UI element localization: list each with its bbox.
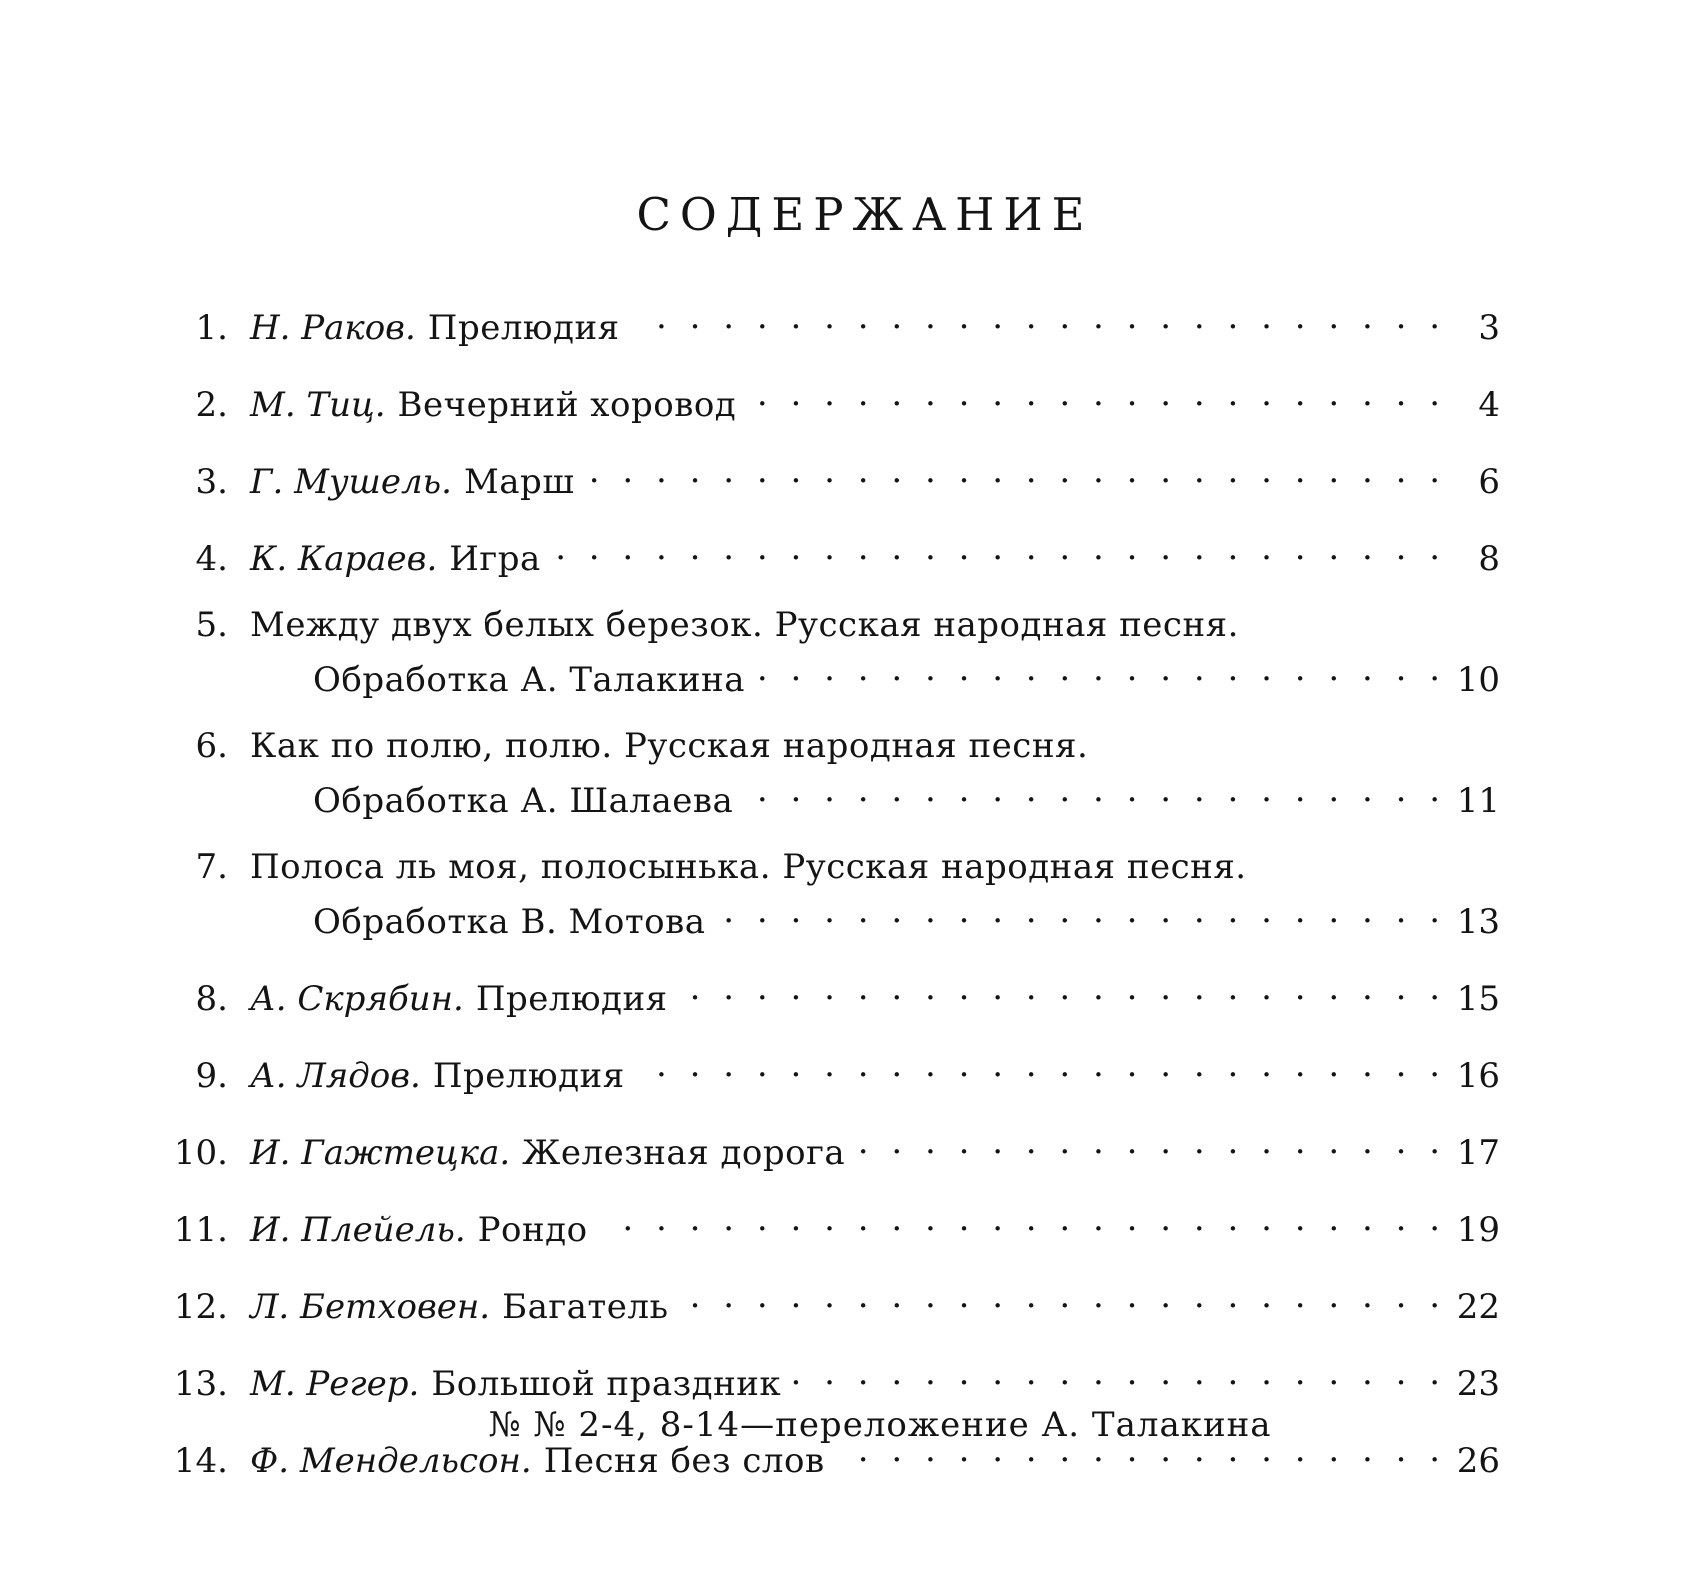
entry-author: И. Плейель.: [250, 1210, 466, 1250]
toc-entry-11: [170, 1197, 1500, 1252]
entry-title: Рондо: [477, 1210, 588, 1250]
page-title: СОДЕРЖАНИЕ: [636, 188, 1094, 241]
entry-number: 11.: [173, 1210, 228, 1250]
entry-author: Г. Мушель.: [250, 462, 452, 502]
entry-page: 10: [1456, 660, 1500, 700]
entry-page: 22: [1456, 1287, 1500, 1327]
toc-entry-12: [170, 1274, 1500, 1329]
dot-leader: [635, 1043, 1446, 1087]
entry-title: Прелюдия: [427, 308, 620, 348]
entry-number: 10.: [173, 1133, 228, 1173]
dot-leader: [755, 647, 1446, 691]
entry-title: Игра: [449, 539, 541, 579]
entry-title: Вечерний хоровод: [397, 385, 737, 425]
toc-entry-5: [170, 603, 1500, 702]
entry-title: Полоса ль моя, полосынька. Русская народная песня.: [250, 847, 1247, 887]
toc-entry-4: [170, 526, 1500, 581]
dot-leader: [678, 1274, 1446, 1318]
entry-author: А. Скрябин.: [250, 979, 464, 1019]
entry-page: 8: [1478, 539, 1500, 579]
entry-author: И. Гажтецка.: [250, 1133, 511, 1173]
toc-entry-10: [170, 1120, 1500, 1175]
dot-leader: [598, 1197, 1446, 1241]
arrangement-footnote: № № 2-4, 8-14—переложение А. Талакина: [488, 1405, 1272, 1445]
entry-page: 3: [1478, 308, 1500, 348]
dot-leader: [855, 1120, 1446, 1164]
entry-page: 23: [1456, 1364, 1500, 1404]
toc-entry-3: [170, 449, 1500, 504]
entry-arranger: Обработка А. Шалаева: [313, 781, 734, 821]
entry-number: 12.: [173, 1287, 228, 1327]
entry-page: 11: [1456, 781, 1500, 821]
dot-leader: [716, 889, 1446, 933]
toc-entry-2: [170, 372, 1500, 427]
entry-page: 15: [1456, 979, 1500, 1019]
entry-number: 7.: [195, 847, 228, 887]
dot-leader: [746, 372, 1446, 416]
entry-arranger: Обработка А. Талакина: [313, 660, 745, 700]
dot-leader: [584, 449, 1446, 493]
entry-title: Прелюдия: [475, 979, 668, 1019]
table-of-contents: [170, 295, 1500, 1505]
entry-number: 1.: [195, 308, 228, 348]
entry-title: Багатель: [502, 1287, 669, 1327]
entry-number: 13.: [173, 1364, 228, 1404]
entry-title: Прелюдия: [432, 1056, 625, 1096]
entry-page: 19: [1456, 1210, 1500, 1250]
toc-entry-13: [170, 1351, 1500, 1406]
dot-leader: [630, 295, 1446, 339]
entry-page: 17: [1456, 1133, 1500, 1173]
dot-leader: [551, 526, 1446, 570]
entry-author: Л. Бетховен.: [250, 1287, 491, 1327]
entry-number: 9.: [195, 1056, 228, 1096]
entry-page: 13: [1456, 902, 1500, 942]
entry-title: Между двух белых березок. Русская народная песня.: [250, 605, 1239, 645]
entry-page: 16: [1456, 1056, 1500, 1096]
entry-author: А. Лядов.: [250, 1056, 421, 1096]
entry-author: Ф. Мендельсон.: [250, 1441, 532, 1481]
entry-title: Песня без слов: [543, 1441, 825, 1481]
entry-title: Как по полю, полю. Русская народная песня.: [250, 726, 1089, 766]
dot-leader: [791, 1351, 1446, 1395]
entry-page: 26: [1456, 1441, 1500, 1481]
entry-number: 14.: [173, 1441, 228, 1481]
toc-entry-9: [170, 1043, 1500, 1098]
toc-entry-8: [170, 966, 1500, 1021]
entry-author: К. Караев.: [250, 539, 438, 579]
toc-entry-7: [170, 845, 1500, 944]
entry-title: Железная дорога: [522, 1133, 846, 1173]
entry-number: 8.: [195, 979, 228, 1019]
toc-entry-6: [170, 724, 1500, 823]
entry-number: 2.: [195, 385, 228, 425]
entry-title: Марш: [463, 462, 575, 502]
entry-number: 5.: [195, 605, 228, 645]
entry-title: Большой праздник: [431, 1364, 782, 1404]
entry-number: 4.: [195, 539, 228, 579]
entry-page: 4: [1478, 385, 1500, 425]
entry-author: М. Тиц.: [250, 385, 386, 425]
toc-entry-1: [170, 295, 1500, 350]
entry-number: 3.: [195, 462, 228, 502]
dot-leader: [743, 768, 1446, 812]
entry-arranger: Обработка В. Мотова: [313, 902, 706, 942]
entry-author: Н. Раков.: [250, 308, 416, 348]
dot-leader: [678, 966, 1446, 1010]
entry-page: 6: [1478, 462, 1500, 502]
entry-number: 6.: [195, 726, 228, 766]
entry-author: М. Регер.: [250, 1364, 420, 1404]
